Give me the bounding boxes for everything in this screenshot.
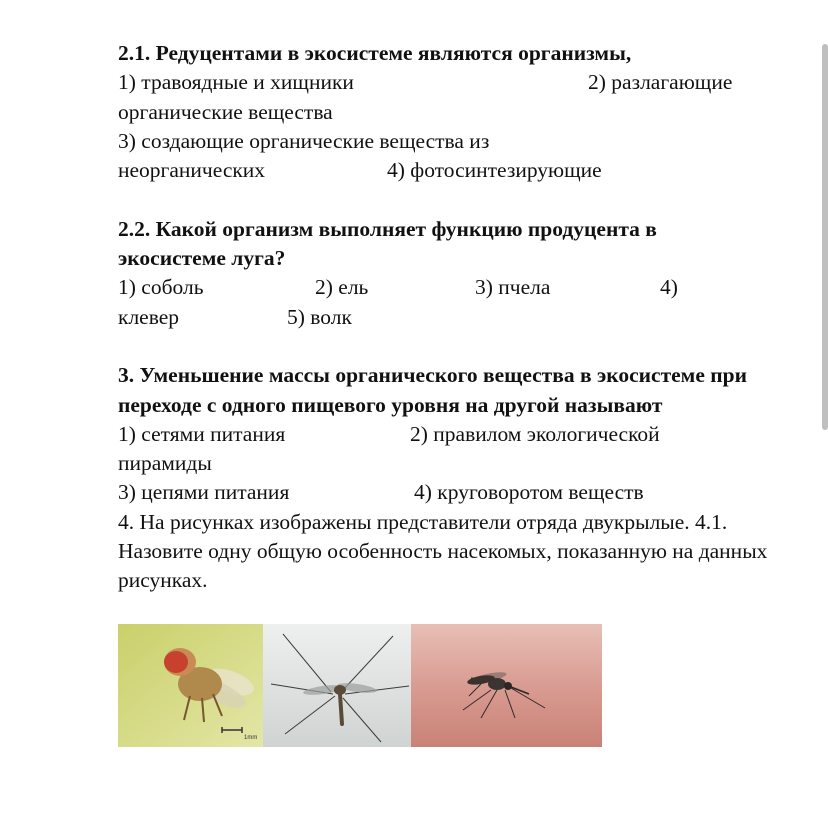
answer-2-2-4: 4): [660, 275, 678, 300]
question-2-2-row-2: [118, 303, 768, 332]
scale-label: 1mm: [244, 735, 258, 741]
worksheet: [118, 39, 768, 596]
answer-2-1-3: 3) создающие органические вещества из: [118, 128, 490, 153]
diptera-photos: [118, 624, 602, 748]
answer-2-2-5: 5) волк: [287, 304, 352, 329]
answer-3-1: 1) сетями питания: [118, 421, 286, 446]
answer-2-2-3: 3) пчела: [475, 275, 551, 300]
answer-3-4: 4) круговоротом веществ: [414, 480, 644, 505]
answer-2-1-4: 4) фотосинтезирующие: [387, 158, 602, 183]
answer-2-2-4-cont: клевер: [118, 304, 180, 329]
answer-3-2: 2) правилом экологической: [410, 421, 660, 446]
question-2-1-title: 2.1. Редуцентами в экосистеме являются организмы,: [118, 41, 632, 65]
answer-2-1-2-cont: органические вещества: [118, 99, 333, 124]
question-3-row-2: [118, 478, 768, 507]
mosquito-photo: [411, 624, 602, 747]
scrollbar[interactable]: [822, 44, 828, 430]
question-2-1-row-2: [118, 156, 768, 185]
question-2-2-title: 2.2. Какой организм выполняет функцию продуцента в экосистеме луга?: [118, 216, 657, 271]
question-3-row-1: [118, 420, 768, 449]
question-2-2-row-1: [118, 273, 768, 302]
answer-2-2-1: 1) соболь: [118, 275, 204, 300]
question-2-1-row-1: [118, 68, 768, 97]
answer-2-1-1: 1) травоядные и хищники: [118, 70, 354, 95]
answer-2-2-2: 2) ель: [315, 275, 369, 300]
crane-fly-photo: [263, 624, 411, 747]
fruit-fly-photo: [118, 624, 263, 747]
answer-3-3: 3) цепями питания: [118, 480, 290, 505]
answer-3-2-cont: пирамиды: [118, 451, 212, 476]
question-3-title: 3. Уменьшение массы органического вещества в экосистеме при переходе с одного пищевого уровня на другой называют: [118, 363, 747, 417]
answer-2-1-3-cont: неорганических: [118, 158, 266, 183]
question-4-text: 4. На рисунках изображены представители отряда двукрылые. 4.1. Назовите одну общую особенность насекомых, показанную на данных рисунках.: [118, 509, 768, 593]
answer-2-1-2: 2) разлагающие: [588, 70, 733, 95]
